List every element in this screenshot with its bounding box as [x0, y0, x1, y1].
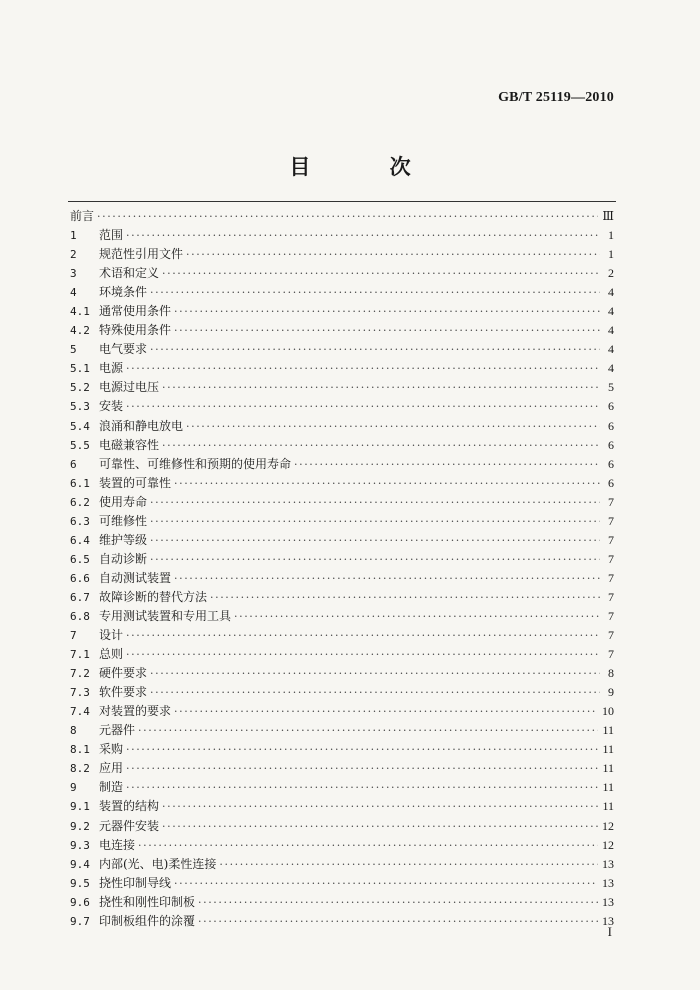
toc-entry-page: 8	[608, 666, 614, 681]
toc-entry-page: 4	[608, 285, 614, 300]
toc-entry-page: 11	[602, 780, 614, 795]
toc-entry-number: 4	[70, 286, 77, 300]
toc-leader-dots	[162, 436, 600, 455]
toc-leader-dots	[150, 664, 600, 683]
toc-entry-title: 软件要求	[99, 685, 148, 700]
toc-entry-number: 5.3	[70, 400, 90, 414]
toc-entry[interactable]	[70, 264, 614, 283]
toc-leader-dots	[97, 207, 598, 226]
toc-entry-page: 9	[608, 685, 614, 700]
toc-entry-title: 可靠性、可维修性和预期的使用寿命	[99, 456, 292, 471]
toc-entry-number: 3	[70, 267, 77, 281]
toc-entry-page: 13	[602, 875, 614, 890]
toc-entry-page: 4	[608, 304, 614, 319]
toc-entry[interactable]	[70, 207, 614, 226]
toc-entry-title: 对装置的要求	[99, 704, 172, 719]
toc-entry-title: 特殊使用条件	[99, 323, 172, 338]
toc-leader-dots	[162, 797, 598, 816]
toc-entry[interactable]	[70, 683, 614, 702]
toc-entry-number: 9.7	[70, 914, 90, 928]
toc-entry[interactable]	[70, 664, 614, 683]
toc-entry-number: 5.4	[70, 419, 90, 433]
toc-entry-title: 电源	[99, 361, 124, 376]
toc-leader-dots	[174, 569, 600, 588]
toc-entry[interactable]	[70, 226, 614, 245]
toc-entry[interactable]	[70, 759, 614, 778]
toc-entry-title: 装置的可靠性	[99, 475, 172, 490]
toc-entry-page: 7	[608, 551, 614, 566]
toc-entry-number: 6.1	[70, 476, 90, 490]
toc-entry-title: 挠性和刚性印制板	[99, 894, 196, 909]
toc-entry[interactable]	[70, 512, 614, 531]
toc-entry-page: 11	[602, 723, 614, 738]
toc-entry-page: 12	[602, 837, 614, 852]
toc-entry-title: 内部(光、电)柔性连接	[99, 856, 217, 871]
toc-entry[interactable]	[70, 417, 614, 436]
toc-entry-page: 4	[608, 323, 614, 338]
toc-entry-number: 1	[70, 229, 77, 243]
toc-entry-page: 7	[608, 589, 614, 604]
toc-entry-number: 6.2	[70, 495, 90, 509]
toc-entry-page: 6	[608, 456, 614, 471]
toc-entry[interactable]	[70, 874, 614, 893]
toc-entry[interactable]	[70, 531, 614, 550]
toc-entry[interactable]	[70, 893, 614, 912]
toc-entry-title: 元器件	[99, 723, 136, 738]
toc-entry[interactable]	[70, 283, 614, 302]
toc-entry-page: 11	[602, 742, 614, 757]
toc-leader-dots	[138, 836, 598, 855]
toc-entry-title: 自动诊断	[99, 551, 148, 566]
toc-entry[interactable]	[70, 836, 614, 855]
toc-leader-dots	[234, 607, 600, 626]
toc-leader-dots	[186, 245, 600, 264]
toc-entry-page: 13	[602, 913, 614, 928]
toc-entry-number: 5.5	[70, 438, 90, 452]
toc-entry-page: 6	[608, 418, 614, 433]
toc-entry-page: 7	[608, 513, 614, 528]
toc-entry-number: 5.1	[70, 362, 90, 376]
table-of-contents	[70, 207, 614, 931]
page-number: I	[607, 924, 612, 939]
toc-entry[interactable]	[70, 702, 614, 721]
toc-entry-page: 7	[608, 532, 614, 547]
toc-leader-dots	[150, 531, 600, 550]
toc-entry-title: 元器件安装	[99, 818, 160, 833]
toc-entry-title: 电气要求	[99, 342, 148, 357]
toc-entry-title: 浪涌和静电放电	[99, 418, 184, 433]
toc-entry[interactable]	[70, 493, 614, 512]
toc-entry[interactable]	[70, 302, 614, 321]
toc-entry-page: 7	[608, 608, 614, 623]
toc-leader-dots	[126, 626, 600, 645]
toc-entry[interactable]	[70, 588, 614, 607]
toc-entry-title: 范围	[99, 228, 124, 243]
toc-entry[interactable]	[70, 740, 614, 759]
toc-entry-title: 专用测试装置和专用工具	[99, 608, 232, 623]
toc-leader-dots	[126, 645, 600, 664]
toc-entry-number: 6.3	[70, 514, 90, 528]
toc-leader-dots	[150, 493, 600, 512]
toc-entry[interactable]	[70, 645, 614, 664]
toc-entry[interactable]	[70, 817, 614, 836]
toc-entry-number: 9.2	[70, 819, 90, 833]
toc-entry-number: 4.2	[70, 324, 90, 338]
toc-entry-page: 4	[608, 361, 614, 376]
toc-leader-dots	[150, 550, 600, 569]
toc-leader-dots	[150, 340, 600, 359]
toc-entry-number: 6.8	[70, 609, 90, 623]
toc-leader-dots	[150, 683, 600, 702]
toc-entry-page: 1	[608, 228, 614, 243]
toc-entry-title: 故障诊断的替代方法	[99, 589, 208, 604]
toc-entry-title: 印制板组件的涂覆	[99, 913, 196, 928]
toc-entry-title: 前言	[70, 209, 95, 223]
toc-entry-number: 9.5	[70, 876, 90, 890]
toc-entry[interactable]	[70, 912, 614, 931]
toc-top-rule	[68, 201, 616, 202]
toc-entry[interactable]	[70, 340, 614, 359]
toc-entry-number: 9.1	[70, 800, 90, 814]
toc-leader-dots	[126, 778, 598, 797]
toc-entry-title: 电连接	[99, 837, 136, 852]
toc-leader-dots	[150, 512, 600, 531]
toc-entry-page: 4	[608, 342, 614, 357]
toc-leader-dots	[174, 302, 600, 321]
toc-entry-title: 环境条件	[99, 285, 148, 300]
toc-entry-page: 11	[602, 761, 614, 776]
toc-leader-dots	[162, 264, 600, 283]
toc-leader-dots	[126, 740, 598, 759]
toc-leader-dots	[210, 588, 600, 607]
toc-entry-page: 11	[602, 799, 614, 814]
toc-entry-page: 6	[608, 475, 614, 490]
toc-leader-dots	[174, 321, 600, 340]
toc-entry-title: 维护等级	[99, 532, 148, 547]
toc-entry[interactable]	[70, 378, 614, 397]
toc-entry-page: 13	[602, 856, 614, 871]
standard-code: GB/T 25119—2010	[498, 90, 614, 105]
toc-leader-dots	[174, 874, 598, 893]
toc-entry-number: 8.1	[70, 743, 90, 757]
toc-leader-dots	[174, 474, 600, 493]
toc-entry-number: 7.2	[70, 667, 90, 681]
toc-entry-number: 6	[70, 457, 77, 471]
toc-entry-page: Ⅲ	[602, 209, 614, 223]
toc-entry[interactable]	[70, 569, 614, 588]
toc-entry-title: 采购	[99, 742, 124, 757]
toc-entry-page: 7	[608, 494, 614, 509]
toc-entry-number: 6.7	[70, 590, 90, 604]
toc-entry-number: 6.5	[70, 552, 90, 566]
toc-entry-title: 挠性印制导线	[99, 875, 172, 890]
toc-entry[interactable]	[70, 321, 614, 340]
toc-entry-title: 使用寿命	[99, 494, 148, 509]
toc-entry-title: 自动测试装置	[99, 570, 172, 585]
toc-entry-number: 9	[70, 781, 77, 795]
toc-entry[interactable]	[70, 397, 614, 416]
page-title: 目 次	[289, 154, 447, 179]
toc-entry-title: 硬件要求	[99, 666, 148, 681]
toc-entry-title: 通常使用条件	[99, 304, 172, 319]
toc-leader-dots	[162, 378, 600, 397]
toc-leader-dots	[186, 417, 600, 436]
toc-leader-dots	[138, 721, 598, 740]
toc-entry[interactable]	[70, 245, 614, 264]
toc-leader-dots	[150, 283, 600, 302]
toc-entry[interactable]	[70, 626, 614, 645]
toc-entry[interactable]	[70, 359, 614, 378]
toc-entry-title: 安装	[99, 399, 124, 414]
toc-entry-page: 7	[608, 628, 614, 643]
toc-entry[interactable]	[70, 550, 614, 569]
toc-leader-dots	[162, 817, 598, 836]
toc-entry-page: 6	[608, 399, 614, 414]
toc-entry-number: 9.6	[70, 895, 90, 909]
toc-entry-number: 2	[70, 248, 77, 262]
toc-entry-number: 4.1	[70, 305, 90, 319]
toc-entry[interactable]	[70, 797, 614, 816]
toc-entry[interactable]	[70, 778, 614, 797]
toc-entry-number: 7.1	[70, 648, 90, 662]
toc-leader-dots	[219, 855, 598, 874]
toc-entry-title: 电磁兼容性	[99, 437, 160, 452]
toc-entry-title: 装置的结构	[99, 799, 160, 814]
toc-entry[interactable]	[70, 455, 614, 474]
toc-entry-number: 9.3	[70, 838, 90, 852]
toc-entry-title: 规范性引用文件	[99, 247, 184, 262]
toc-leader-dots	[294, 455, 600, 474]
toc-entry-number: 8	[70, 724, 77, 738]
toc-entry-title: 可维修性	[99, 513, 148, 528]
toc-entry-title: 术语和定义	[99, 266, 160, 281]
toc-entry[interactable]	[70, 607, 614, 626]
toc-entry-number: 6.4	[70, 533, 90, 547]
toc-entry-page: 7	[608, 570, 614, 585]
toc-entry-page: 5	[608, 380, 614, 395]
toc-entry-page: 10	[602, 704, 614, 719]
toc-leader-dots	[198, 912, 598, 931]
toc-entry-number: 6.6	[70, 571, 90, 585]
toc-entry[interactable]	[70, 474, 614, 493]
toc-entry-number: 8.2	[70, 762, 90, 776]
toc-leader-dots	[126, 359, 600, 378]
toc-entry-page: 7	[608, 647, 614, 662]
toc-entry-page: 12	[602, 818, 614, 833]
toc-leader-dots	[174, 702, 598, 721]
toc-entry-number: 7.4	[70, 705, 90, 719]
toc-entry-number: 7.3	[70, 686, 90, 700]
toc-entry-number: 5.2	[70, 381, 90, 395]
toc-entry-page: 13	[602, 894, 614, 909]
toc-leader-dots	[126, 759, 598, 778]
toc-leader-dots	[126, 397, 600, 416]
toc-leader-dots	[126, 226, 600, 245]
toc-entry-title: 设计	[99, 628, 124, 643]
toc-leader-dots	[198, 893, 598, 912]
toc-entry-title: 制造	[99, 780, 124, 795]
toc-entry[interactable]	[70, 721, 614, 740]
toc-entry-title: 电源过电压	[99, 380, 160, 395]
toc-entry-page: 2	[608, 266, 614, 281]
toc-entry-number: 7	[70, 629, 77, 643]
toc-entry[interactable]	[70, 436, 614, 455]
toc-entry-number: 5	[70, 343, 77, 357]
toc-entry-title: 总则	[99, 647, 124, 662]
toc-entry-title: 应用	[99, 761, 124, 776]
toc-entry[interactable]	[70, 855, 614, 874]
toc-entry-page: 6	[608, 437, 614, 452]
toc-entry-number: 9.4	[70, 857, 90, 871]
toc-entry-page: 1	[608, 247, 614, 262]
